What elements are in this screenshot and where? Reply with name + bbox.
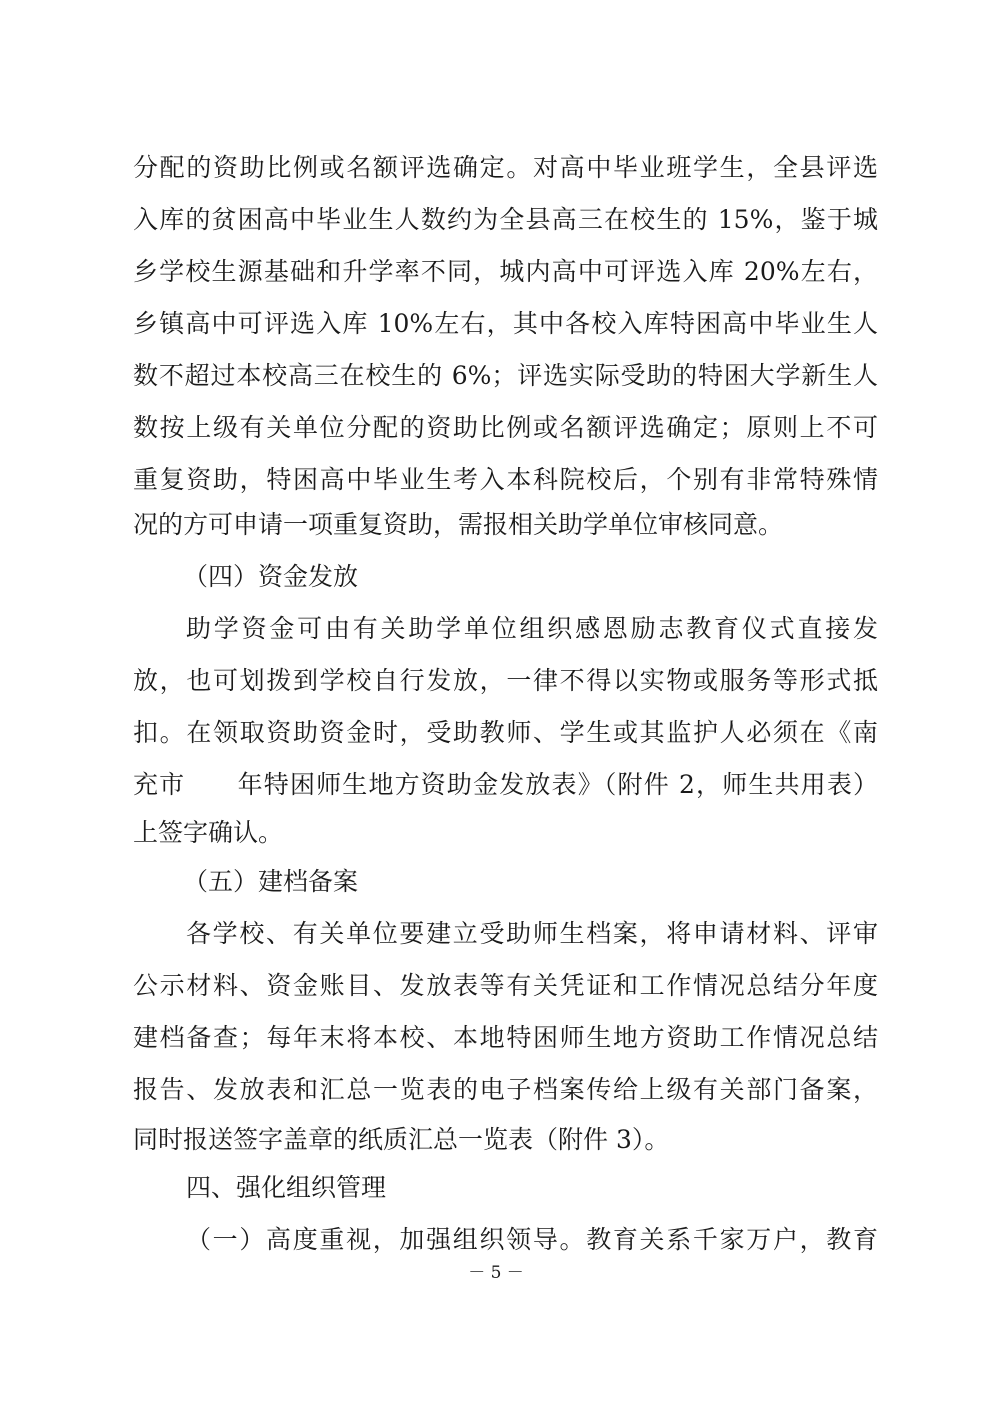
body-line-16: 各学校、有关单位要建立受助师生档案，将申请材料、评审 xyxy=(186,919,878,948)
body-line-20: 同时报送签字盖章的纸质汇总一览表（附件 3）。 xyxy=(133,1125,670,1154)
body-line-19: 报告、发放表和汇总一览表的电子档案传给上级有关部门备案， xyxy=(133,1075,878,1104)
body-line-13: 充市 年特困师生地方资助金发放表》（附件 2，师生共用表） xyxy=(133,770,878,799)
section-heading-funds-distribution: （四）资金发放 xyxy=(183,562,359,591)
main-heading-organization-management: 四、强化组织管理 xyxy=(186,1173,387,1202)
body-line-4: 乡镇高中可评选入库 10%左右，其中各校入库特困高中毕业生人 xyxy=(133,309,878,338)
body-line-18: 建档备查；每年末将本校、本地特困师生地方资助工作情况总结 xyxy=(133,1023,878,1052)
body-line-11: 放，也可划拨到学校自行发放，一律不得以实物或服务等形式抵 xyxy=(133,666,878,695)
body-line-1: 分配的资助比例或名额评选确定。对高中毕业班学生，全县评选 xyxy=(133,153,878,182)
body-line-10: 助学资金可由有关助学单位组织感恩励志教育仪式直接发 xyxy=(186,614,878,643)
body-line-17: 公示材料、资金账目、发放表等有关凭证和工作情况总结分年度 xyxy=(133,971,878,1000)
body-line-12: 扣。在领取资助资金时，受助教师、学生或其监护人必须在《南 xyxy=(133,718,878,747)
body-line-3: 乡学校生源基础和升学率不同，城内高中可评选入库 20%左右， xyxy=(133,257,878,286)
body-line-22: （一）高度重视，加强组织领导。教育关系千家万户，教育 xyxy=(186,1225,878,1254)
body-line-5: 数不超过本校高三在校生的 6%；评选实际受助的特困大学新生人 xyxy=(133,361,878,390)
body-line-7: 重复资助，特困高中毕业生考入本科院校后，个别有非常特殊情 xyxy=(133,465,878,494)
body-line-8: 况的方可申请一项重复资助，需报相关助学单位审核同意。 xyxy=(133,510,784,539)
body-line-14: 上签字确认。 xyxy=(133,818,284,847)
body-line-2: 入库的贫困高中毕业生人数约为全县高三在校生的 15%，鉴于城 xyxy=(133,205,878,234)
section-heading-archiving: （五）建档备案 xyxy=(183,867,359,896)
page-number: － 5 － xyxy=(468,1263,524,1283)
body-line-6: 数按上级有关单位分配的资助比例或名额评选确定；原则上不可 xyxy=(133,413,878,442)
